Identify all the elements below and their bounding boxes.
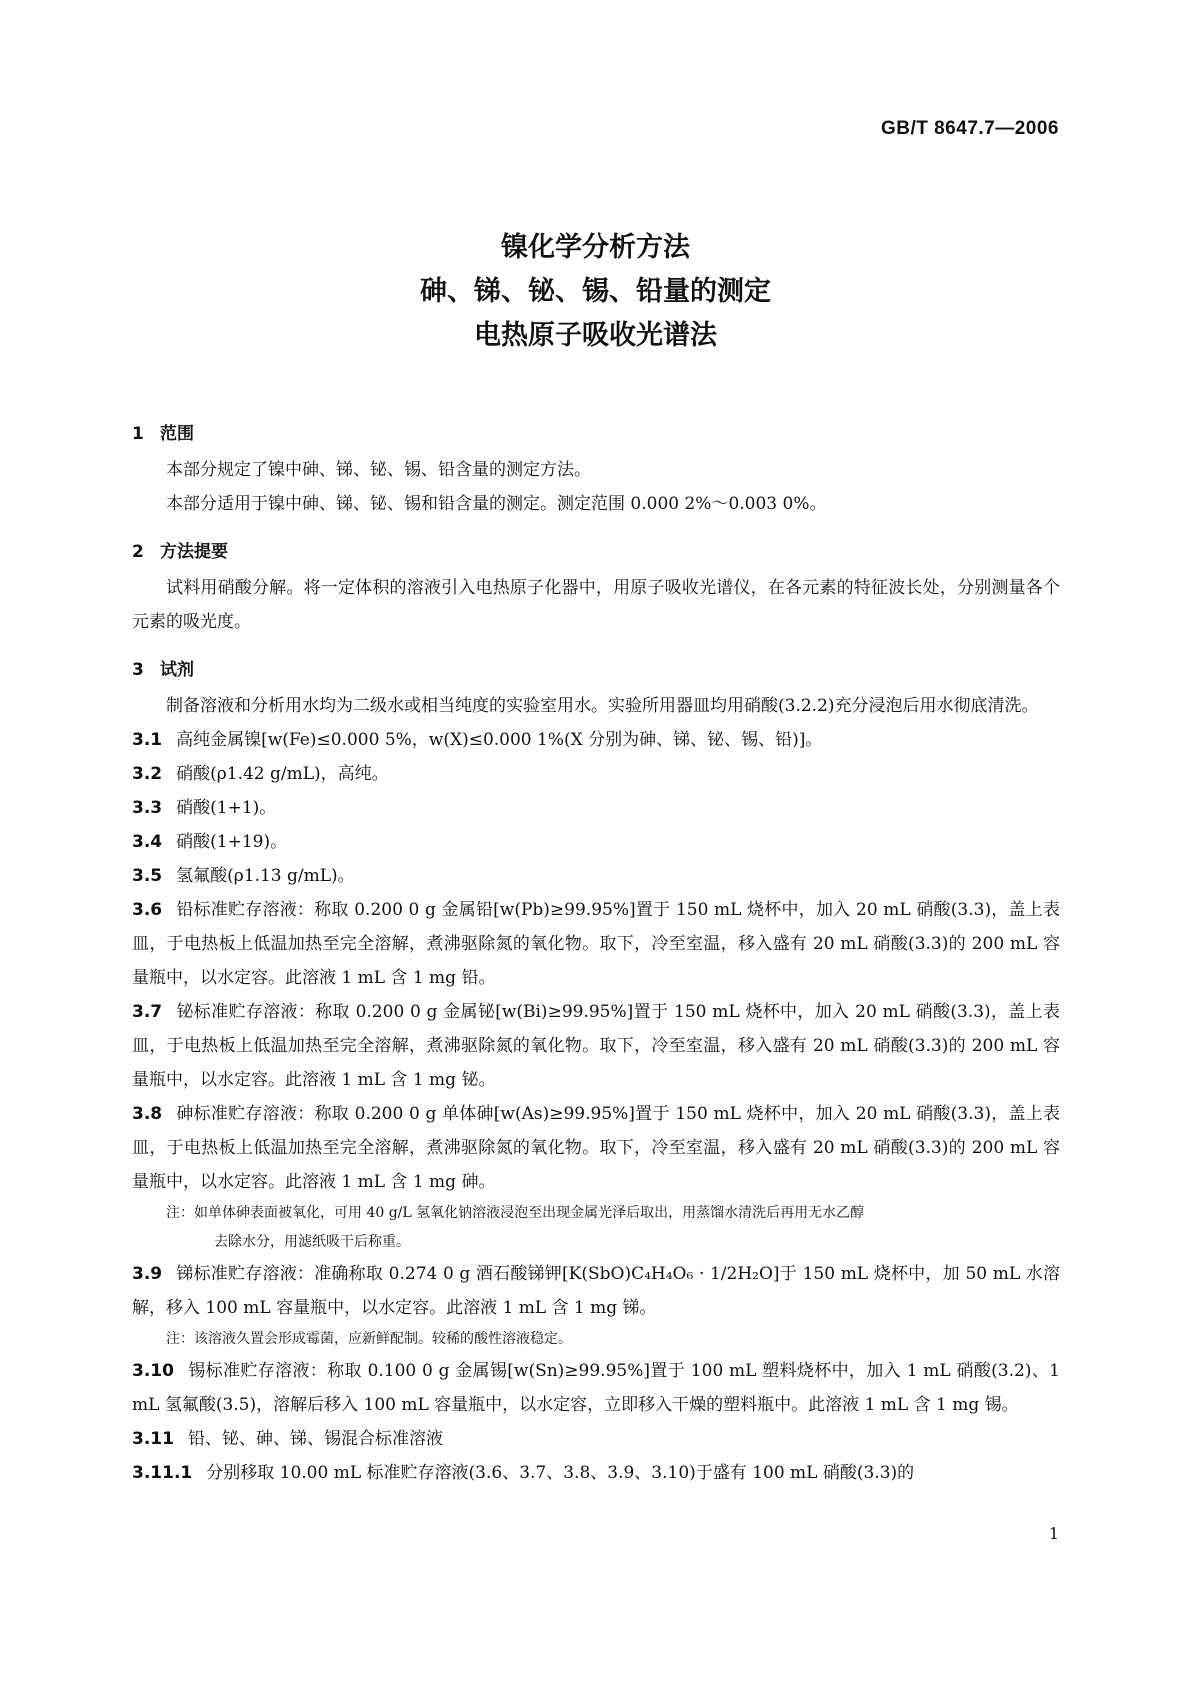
item-number: 3.9: [132, 1264, 163, 1284]
item-number: 3.5: [132, 866, 163, 886]
title-line-2: 砷、锑、铋、锡、铅量的测定: [420, 276, 771, 307]
section-2-heading: [132, 533, 1060, 571]
item-number: 3.11: [132, 1429, 174, 1449]
scope-paragraph-1: 本部分规定了镍中砷、锑、铋、锡、铅含量的测定方法。: [166, 460, 591, 480]
section-title: 试剂: [160, 660, 194, 680]
note-line-1: 注：该溶液久置会形成霉菌，应新鲜配制。较稀的酸性溶液稳定。: [166, 1331, 572, 1347]
item-text: 硝酸(1+1)。: [176, 798, 277, 818]
item-text: 铋标准贮存溶液：称取 0.200 0 g 金属铋[w(Bi)≥99.95%]置于 150 mL 烧杯中，加入 20 mL 硝酸(3.3)，盖上表皿，于电热板上低温加热至完全溶解，煮沸驱除氮的氧化物。取下，冷至室温，移入盛有 20 mL 硝酸(3.3)的 200 mL 容量瓶中，以水定容。此溶液 1 mL 含 1 mg 铋。: [132, 1002, 1060, 1090]
item-text: 砷标准贮存溶液：称取 0.200 0 g 单体砷[w(As)≥99.95%]置于 150 mL 烧杯中，加入 20 mL 硝酸(3.3)，盖上表皿，于电热板上低温加热至完全溶解，煮沸驱除氮的氧化物。取下，冷至室温，移入盛有 20 mL 硝酸(3.3)的 200 mL 容量瓶中，以水定容。此溶液 1 mL 含 1 mg 砷。: [132, 1104, 1060, 1192]
reagent-item: [132, 1257, 1060, 1325]
item-text: 氢氟酸(ρ1.13 g/mL)。: [176, 866, 355, 886]
reagent-item: [132, 995, 1060, 1097]
page-number: 1: [1048, 1524, 1059, 1543]
item-number: 3.1: [132, 730, 163, 750]
item-text: 锑标准贮存溶液：准确称取 0.274 0 g 酒石酸锑钾[K(SbO)C₄H₄O₆ · 1/2H₂O]于 150 mL 烧杯中，加 50 mL 水溶解，移入 100 mL 容量瓶中，以水定容。此溶液 1 mL 含 1 mg 锑。: [132, 1264, 1060, 1318]
reagent-item: [132, 757, 1060, 791]
section-number: 3: [132, 660, 144, 680]
item-number: 3.4: [132, 832, 163, 852]
section-number: 1: [132, 424, 144, 444]
item-text: 硝酸(1+19)。: [176, 832, 288, 852]
document-body: [132, 415, 1060, 1490]
item-text: 硝酸(ρ1.42 g/mL)，高纯。: [176, 764, 389, 784]
note-arsenic: [132, 1199, 1060, 1257]
reagent-item: [132, 1456, 1060, 1490]
reagent-item: [132, 893, 1060, 995]
item-number: 3.2: [132, 764, 163, 784]
section-number: 2: [132, 542, 144, 562]
item-text: 高纯金属镍[w(Fe)≤0.000 5%，w(X)≤0.000 1%(X 分别为砷、锑、铋、锡、铅)]。: [176, 730, 823, 750]
section-title: 范围: [160, 424, 194, 444]
scope-paragraph-2: 本部分适用于镍中砷、锑、铋、锡和铅含量的测定。测定范围 0.000 2%～0.003 0%。: [166, 494, 827, 514]
reagent-item: [132, 1422, 1060, 1456]
item-number: 3.6: [132, 900, 163, 920]
section-title: 方法提要: [160, 542, 228, 562]
item-number: 3.3: [132, 798, 163, 818]
section-3-heading: [132, 651, 1060, 689]
item-text: 铅标准贮存溶液：称取 0.200 0 g 金属铅[w(Pb)≥99.95%]置于 150 mL 烧杯中，加入 20 mL 硝酸(3.3)，盖上表皿，于电热板上低温加热至完全溶解，煮沸驱除氮的氧化物。取下，冷至室温，移入盛有 20 mL 硝酸(3.3)的 200 mL 容量瓶中，以水定容。此溶液 1 mL 含 1 mg 铅。: [132, 900, 1060, 988]
section-1-heading: [132, 415, 1060, 453]
title-line-3: 电热原子吸收光谱法: [474, 320, 717, 351]
item-text: 铅、铋、砷、锑、锡混合标准溶液: [187, 1429, 443, 1449]
reagent-item: [132, 1354, 1060, 1422]
item-number: 3.8: [132, 1104, 163, 1124]
note-line-2: 去除水分，用滤纸吸干后称重。: [214, 1234, 410, 1250]
reagent-item: [132, 825, 1060, 859]
reagent-item: [132, 723, 1060, 757]
item-number: 3.11.1: [132, 1463, 193, 1483]
reagent-item: [132, 791, 1060, 825]
item-number: 3.7: [132, 1002, 163, 1022]
item-text: 锡标准贮存溶液：称取 0.100 0 g 金属锡[w(Sn)≥99.95%]置于 100 mL 塑料烧杯中，加入 1 mL 硝酸(3.2)、1 mL 氢氟酸(3.5)，溶解后移入 100 mL 容量瓶中，以水定容，立即移入干燥的塑料瓶中。此溶液 1 mL 含 1 mg 锡。: [132, 1361, 1060, 1415]
document-title: [0, 226, 1191, 358]
note-line-1: 注：如单体砷表面被氧化，可用 40 g/L 氢氧化钠溶液浸泡至出现金属光泽后取出，用蒸馏水清洗后再用无水乙醇: [166, 1205, 865, 1221]
method-paragraph: 试料用硝酸分解。将一定体积的溶液引入电热原子化器中，用原子吸收光谱仪，在各元素的特征波长处，分别测量各个元素的吸光度。: [132, 578, 1060, 632]
reagents-paragraph: 制备溶液和分析用水均为二级水或相当纯度的实验室用水。实验所用器皿均用硝酸(3.2.2)充分浸泡后用水彻底清洗。: [166, 696, 1039, 716]
note-antimony: [132, 1325, 1060, 1354]
standard-number: GB/T 8647.7—2006: [880, 118, 1059, 139]
reagent-item: [132, 859, 1060, 893]
reagent-item: [132, 1097, 1060, 1199]
title-line-1: 镍化学分析方法: [501, 232, 690, 263]
item-text: 分别移取 10.00 mL 标准贮存溶液(3.6、3.7、3.8、3.9、3.10)于盛有 100 mL 硝酸(3.3)的: [206, 1463, 915, 1483]
item-number: 3.10: [132, 1361, 174, 1381]
